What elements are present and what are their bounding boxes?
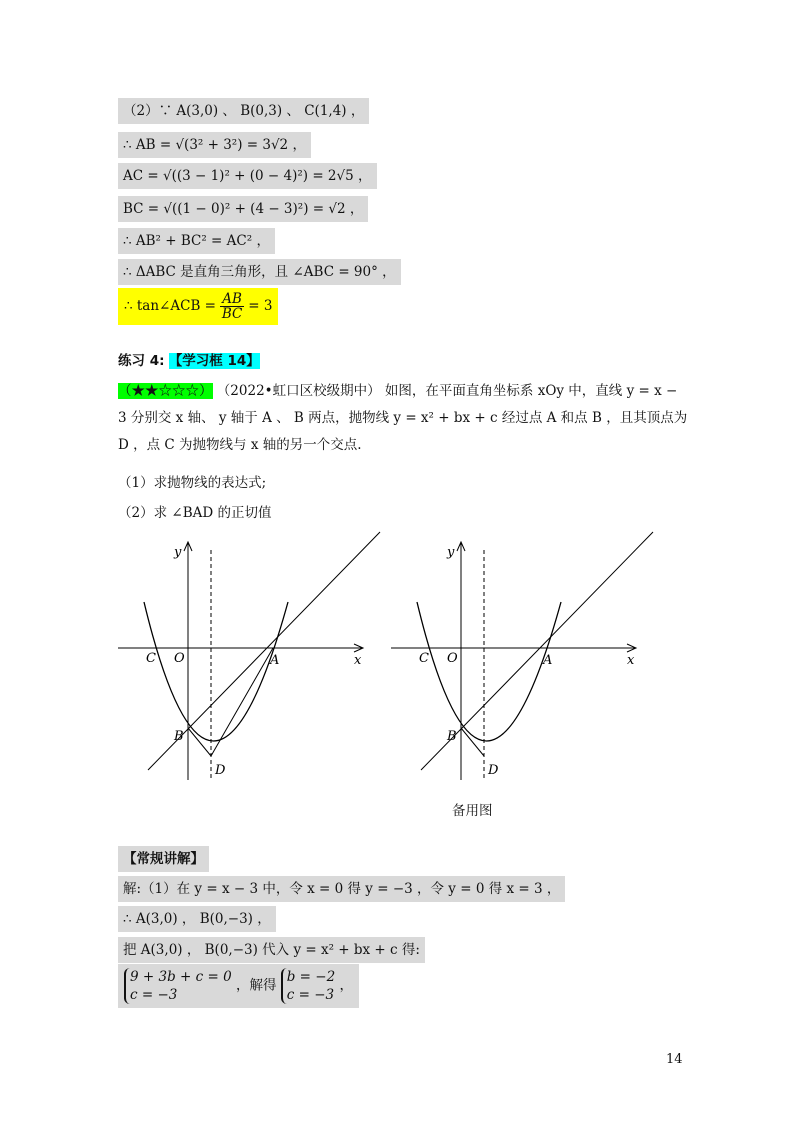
backup-caption: 备用图 [452,803,493,819]
figure-backup [391,532,653,780]
problem-source: （2022•虹口区校级期中） [216,383,381,399]
problem-text: 如图，在平面直角坐标系 xOy 中，直线 y = x − 3 分别交 x 轴、 y 轴于 A 、 B 两点，抛物线 y = x² + bx + c 经过点 A 和点 B ，且其顶点为 D ，点 C 为抛物线与 x 轴的另一个交点. [118,383,688,453]
system-solution [281,968,335,1004]
parabola-figures [118,530,678,830]
label-x: x [627,653,635,668]
difficulty-stars: （★★☆☆☆） [118,383,213,399]
ac-length: AC = √((3 − 1)² + (0 − 4)²) = 2√5 ， [118,163,377,189]
page-number: 14 [666,1052,683,1067]
tan-result [118,288,278,325]
solution-step-2: ∴ A(3,0) ， B(0,−3) ， [118,906,276,932]
label-a: A [543,653,553,668]
explain-title: 【常规讲解】 [118,846,209,872]
study-box-tag: 【学习框 14】 [168,353,260,369]
problem-statement [118,378,688,459]
eq-2: c = −3 [130,987,178,1003]
label-b: B [174,729,184,744]
explain-title-line [118,846,209,872]
label-d: D [488,763,499,778]
pythag-line [118,228,275,254]
system-left [124,968,232,1004]
system-end: ， [339,977,353,994]
parabola [417,602,561,741]
solve-text: ，解得 [235,977,277,994]
system-line [118,964,359,1008]
figure-main [118,532,380,780]
tan-prefix: ∴ tan∠ACB = [124,298,216,314]
ac-line [118,163,377,189]
label-x: x [354,653,362,668]
tan-fraction [220,292,244,321]
given-points: （2）∵ A(3,0) 、 B(0,3) 、 C(1,4) ， [118,98,369,124]
given-points-line [118,98,369,124]
tan-numerator: AB [222,291,242,307]
tan-denominator: BC [221,306,243,322]
bc-length: BC = √((1 − 0)² + (4 − 3)²) = √2 ， [118,196,368,222]
pythagoras-relation: ∴ AB² + BC² = AC² ， [118,228,275,254]
equation-system [118,964,359,1008]
label-c: C [419,651,429,666]
label-d: D [215,763,226,778]
label-c: C [146,651,156,666]
solution-step-1: 解:（1）在 y = x − 3 中，令 x = 0 得 y = −3 ，令 y = 0 得 x = 3 ， [118,876,565,902]
tan-suffix: = 3 [248,298,273,314]
solution-step-3: 把 A(3,0) ， B(0,−3) 代入 y = x² + bx + c 得: [118,937,425,963]
sol-b: b = −2 [286,969,336,985]
label-b: B [447,729,457,744]
label-o: O [174,651,185,666]
ab-length: ∴ AB = √(3² + 3²) = 3√2 ， [118,132,311,158]
bc-line [118,196,368,222]
segment-bd [461,728,484,756]
step3-line [118,937,425,963]
question-1: （1）求抛物线的表达式; [118,475,267,491]
exercise-label: 练习 4: [118,353,165,369]
parabola [144,602,288,741]
label-o: O [447,651,458,666]
sol-c: c = −3 [286,987,335,1003]
segment-bd [188,728,211,756]
ab-line [118,132,311,158]
label-a: A [270,653,280,668]
step2-line [118,906,276,932]
right-angle-line [118,259,401,285]
tan-line [118,288,278,325]
label-y: y [447,545,455,560]
label-y: y [174,545,182,560]
segment-da [211,648,273,756]
question-2: （2）求 ∠BAD 的正切值 [118,505,272,521]
eq-1: 9 + 3b + c = 0 [130,969,232,985]
step1-line [118,876,565,902]
right-triangle-conclusion: ∴ ΔABC 是直角三角形，且 ∠ABC = 90° ， [118,259,401,285]
exercise-heading [118,350,260,372]
